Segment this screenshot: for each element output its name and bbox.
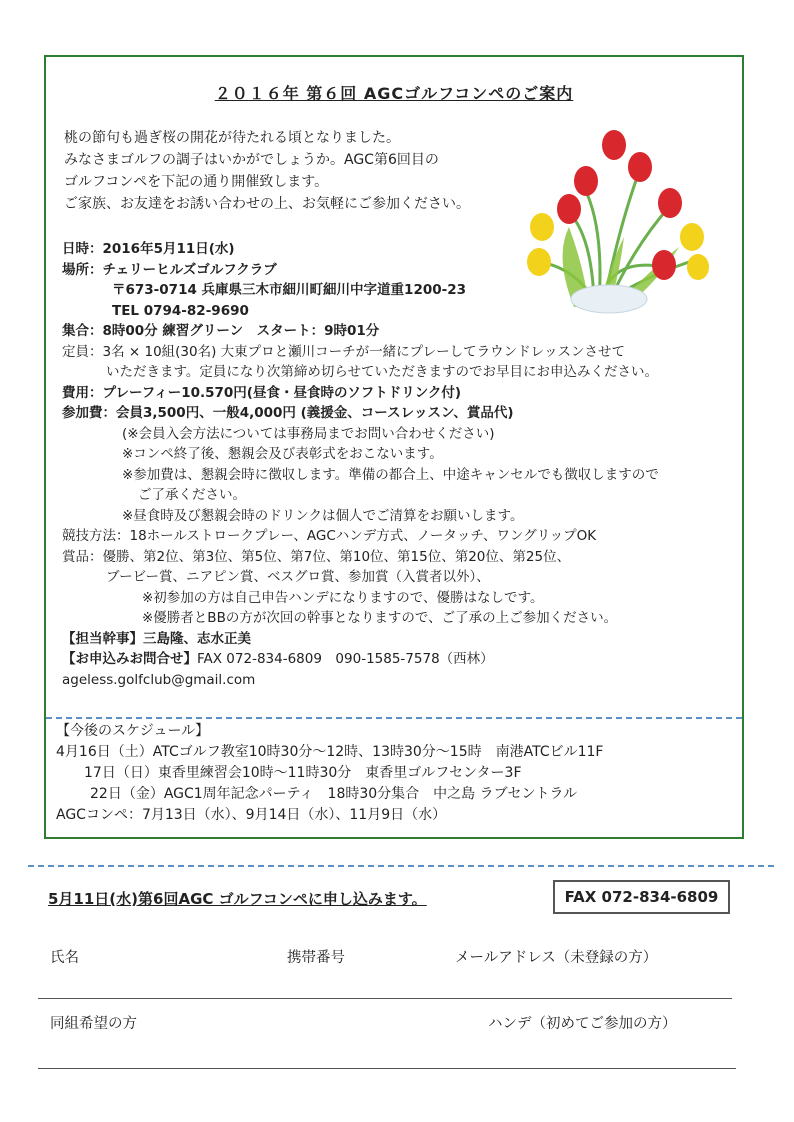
form-rule bbox=[38, 1068, 736, 1069]
section-divider bbox=[46, 717, 742, 719]
handicap-label: ハンデ（初めてご参加の方） bbox=[488, 1016, 677, 1032]
intro-line: みなさまゴルフの調子はいかがでしょうか。AGC第6回目の bbox=[64, 152, 439, 168]
application-heading: 5月11日(水)第6回AGC ゴルフコンペに申し込みます。 bbox=[48, 890, 427, 908]
event-details bbox=[62, 239, 738, 690]
schedule-item: 17日（日）東香里練習会10時～11時30分 東香里ゴルフセンター3F bbox=[84, 765, 522, 781]
fee-note: ※コンペ終了後、懇親会及び表彰式をおこないます。 bbox=[122, 446, 443, 462]
intro-text bbox=[64, 127, 470, 215]
organizers: 【担当幹事】三島隆、志水正美 bbox=[62, 630, 251, 647]
contact-label: 【お申込みお問合せ】 bbox=[62, 651, 197, 667]
group-label: 同組希望の方 bbox=[50, 1016, 137, 1032]
schedule-section bbox=[56, 721, 603, 826]
play-fee: 費用：プレーフィー10.570円(昼食・昼食時のソフトドリンク付) bbox=[62, 384, 462, 401]
prizes-note: ※優勝者とBBの方が次回の幹事となりますので、ご了承の上ご参加ください。 bbox=[142, 610, 618, 626]
fee-note: ※昼食時及び懇親会時のドリンクは個人でご清算をお願いします。 bbox=[122, 507, 524, 524]
fee-note: ご了承ください。 bbox=[138, 487, 246, 503]
capacity-line: いただきます。定員になり次第締め切らせていただきますのでお早目にお申込みください。 bbox=[106, 364, 659, 380]
prizes-line: 賞品：優勝、第2位、第3位、第5位、第7位、第10位、第15位、第20位、第25位、 bbox=[62, 548, 571, 565]
fax-number-box: FAX 072-834-6809 bbox=[553, 880, 730, 914]
game-format: 競技方法：18ホールストロークプレー、AGCハンデ方式、ノータッチ、ワングリップOK bbox=[62, 528, 597, 544]
email-label: メールアドレス（未登録の方） bbox=[455, 950, 658, 966]
intro-line: ご家族、お友達をお誘い合わせの上、お気軽にご参加ください。 bbox=[64, 196, 470, 212]
fee-note: (※会員入会方法については事務局までお問い合わせください) bbox=[122, 425, 495, 442]
fee-note: ※参加費は、懇親会時に徴収します。準備の都合上、中途キャンセルでも徴収しますので bbox=[122, 466, 659, 483]
name-label: 氏名 bbox=[50, 950, 79, 966]
schedule-item: 4月16日（土）ATCゴルフ教室10時30分～12時、13時30分～15時 南港ATCビル11F bbox=[56, 744, 604, 760]
prizes-note: ※初参加の方は自己申告ハンデになりますので、優勝はなしです。 bbox=[142, 589, 544, 606]
schedule-item: AGCコンペ：7月13日（水）、9月14日（水）、11月9日（水） bbox=[56, 807, 447, 823]
schedule-item: 22日（金）AGC1周年記念パーティ 18時30分集合 中之島 ラブセントラル bbox=[90, 786, 578, 802]
cut-line bbox=[28, 865, 774, 867]
entry-fee: 参加費：会員3,500円、一般4,000円 (義援金、コースレッスン、賞品代) bbox=[62, 405, 514, 421]
intro-line: ゴルフコンペを下記の通り開催致します。 bbox=[64, 174, 329, 190]
prizes-line: ブービー賞、ニアピン賞、ベスグロ賞、参加賞（入賞者以外）、 bbox=[106, 569, 490, 585]
schedule-heading: 【今後のスケジュール】 bbox=[56, 723, 210, 739]
event-venue: 場所：チェリーヒルズゴルフクラブ bbox=[62, 261, 277, 278]
intro-line: 桃の節句も過ぎ桜の開花が待たれる頃となりました。 bbox=[64, 130, 400, 146]
meeting-time: 集合：8時00分 練習グリーン スタート：9時01分 bbox=[62, 323, 380, 339]
form-rule bbox=[38, 998, 732, 999]
page-title: ２０１６年 第６回 AGCゴルフコンペのご案内 bbox=[214, 84, 574, 103]
contact-line bbox=[62, 649, 738, 670]
contact-email: ageless.golfclub@gmail.com bbox=[62, 671, 256, 688]
venue-address: 〒673-0714 兵庫県三木市細川町細川中字道重1200-23 bbox=[112, 282, 467, 298]
mobile-label: 携帯番号 bbox=[287, 950, 345, 966]
contact-numbers: FAX 072-834-6809 090-1585-7578（西林） bbox=[197, 651, 494, 667]
announcement-frame bbox=[44, 55, 744, 839]
capacity-line: 定員：3名 × 10組(30名) 大東プロと瀬川コーチが一緒にプレーしてラウンドレッスンさせて bbox=[62, 343, 625, 360]
venue-tel: TEL 0794-82-9690 bbox=[112, 302, 249, 319]
event-date: 日時：2016年5月11日(水) bbox=[62, 241, 235, 257]
